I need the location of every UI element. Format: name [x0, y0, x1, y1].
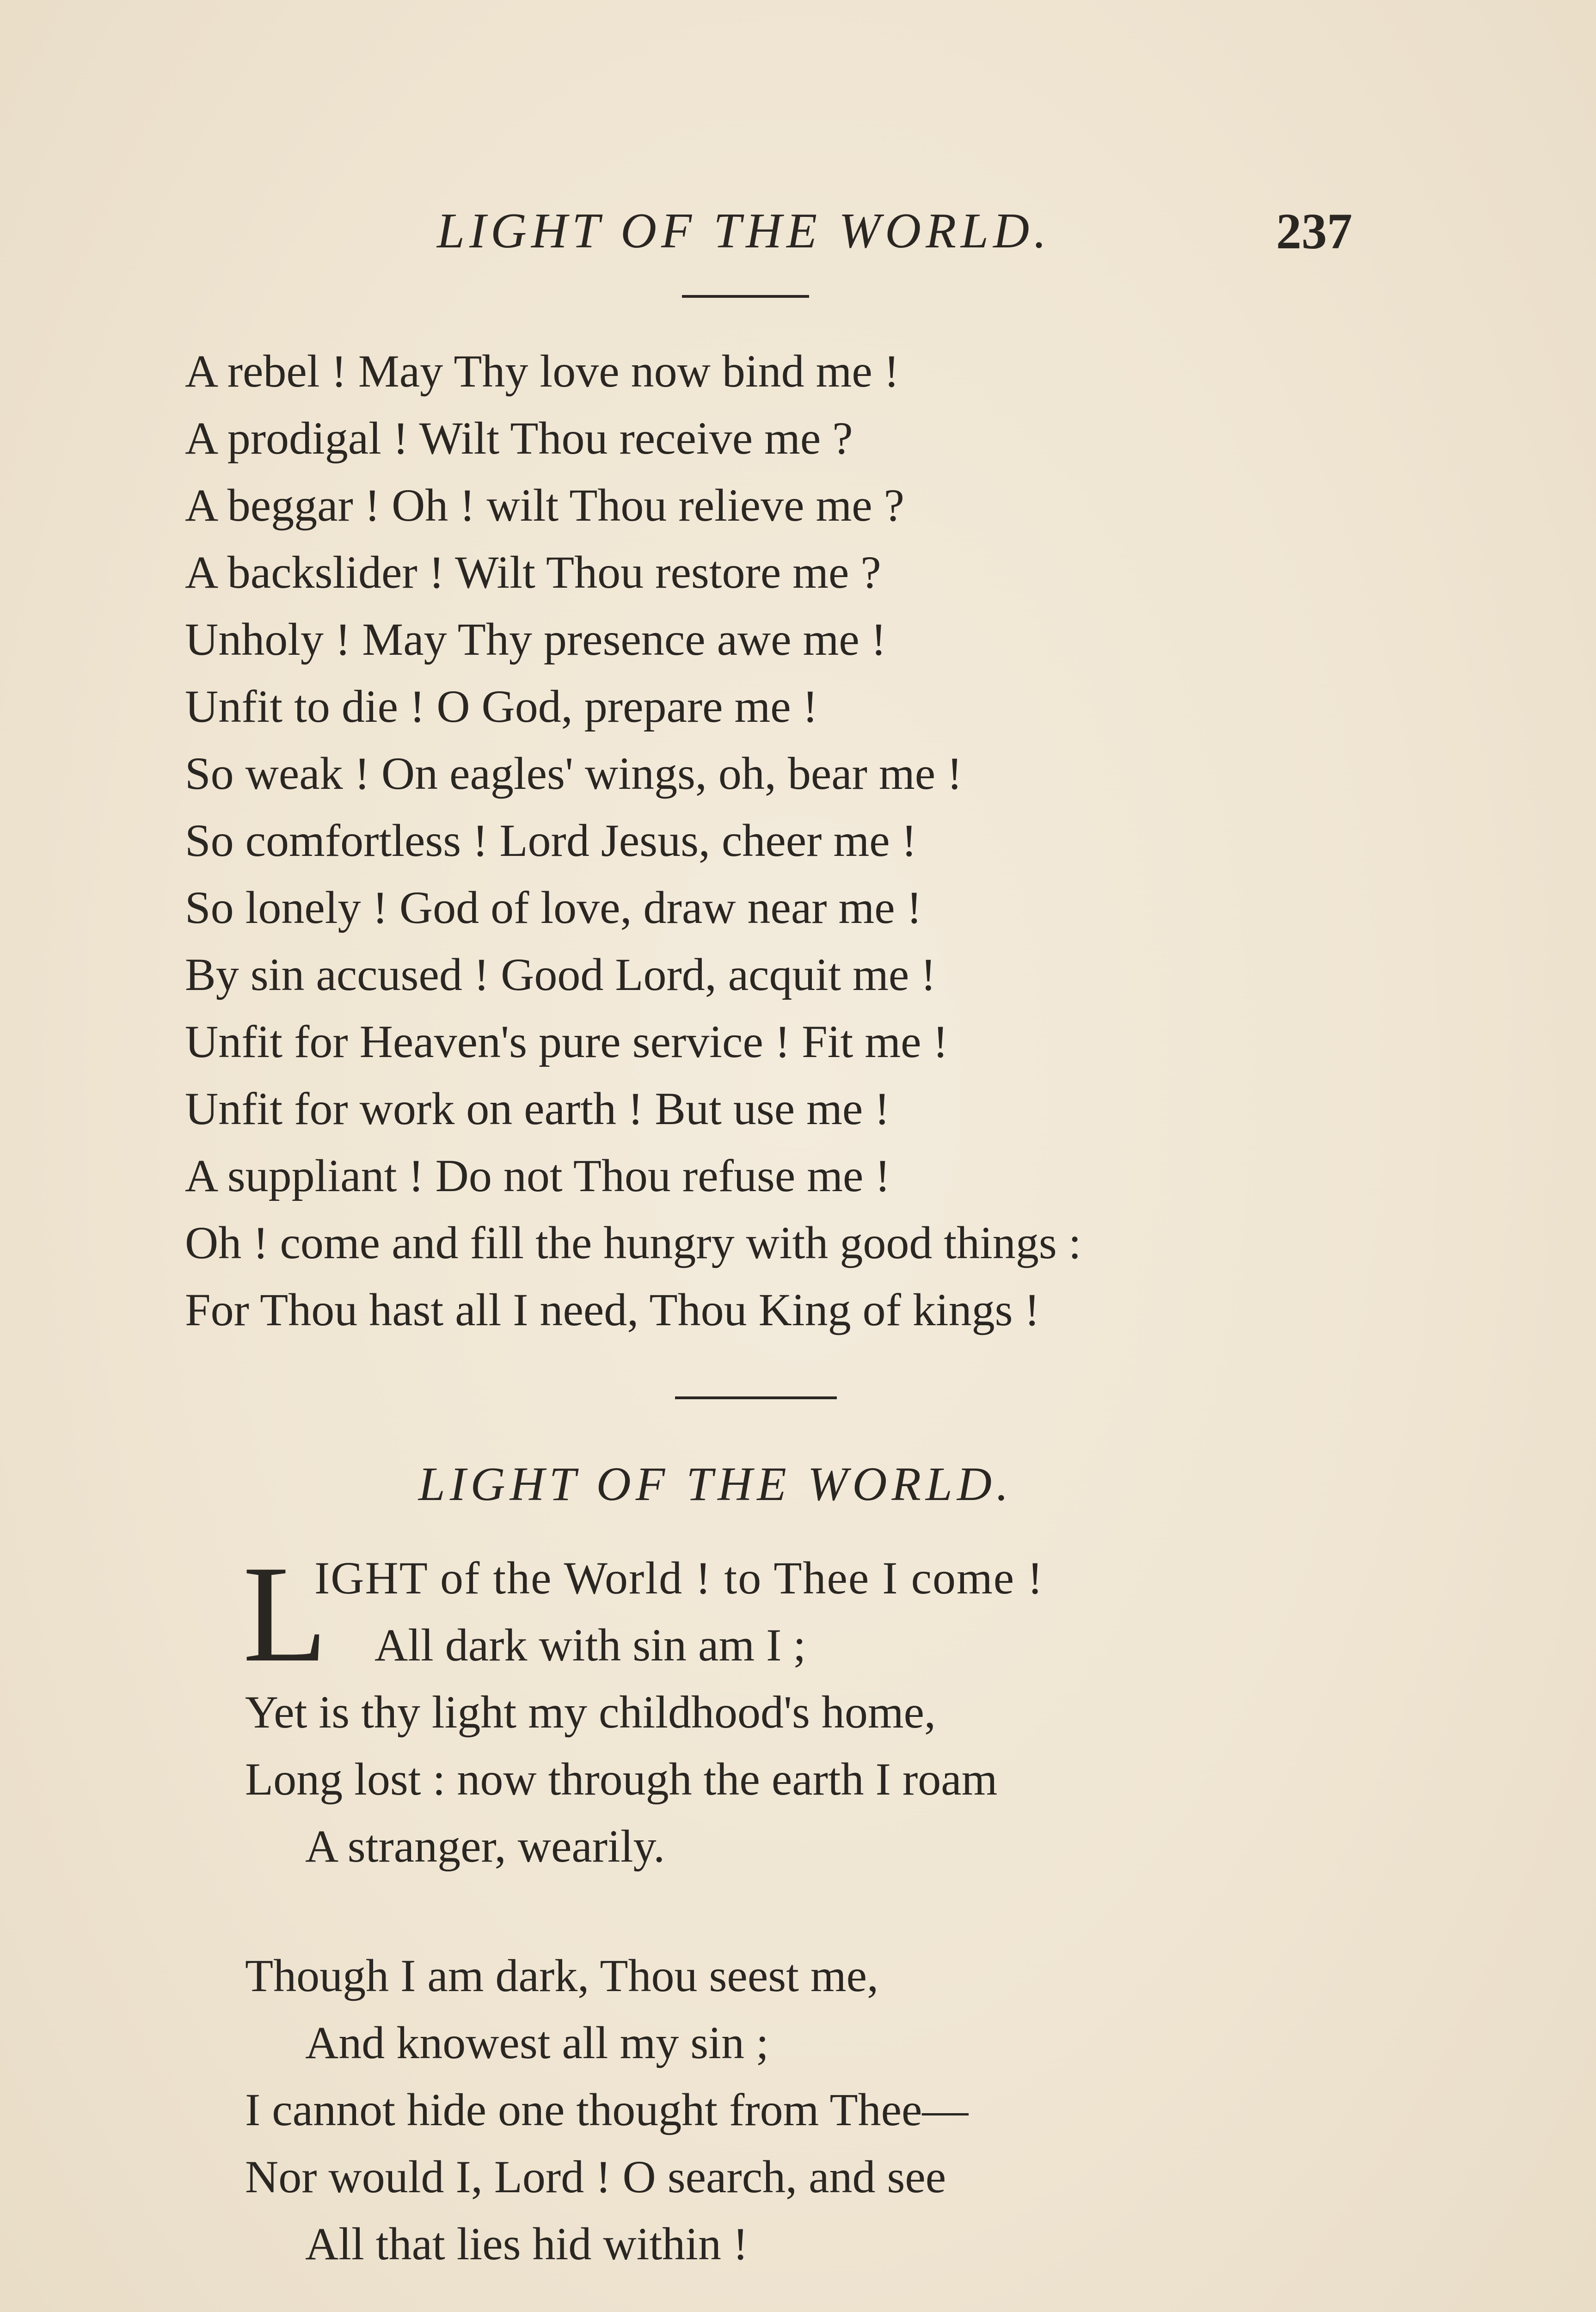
poem-title: LIGHT OF THE WORLD.: [418, 1457, 1013, 1511]
verse-line: And knowest all my sin ;: [305, 2017, 769, 2068]
verse-line: Unfit for Heaven's pure service ! Fit me !: [185, 1016, 948, 1067]
verse-line: Oh ! come and fill the hungry with good things :: [185, 1217, 1081, 1268]
verse-line: A backslider ! Wilt Thou restore me ?: [185, 547, 881, 598]
verse-line: So weak ! On eagles' wings, oh, bear me !: [185, 748, 963, 799]
verse-line: So lonely ! God of love, draw near me !: [185, 882, 922, 933]
verse-line: A prodigal ! Wilt Thou receive me ?: [185, 412, 853, 464]
verse-line: A suppliant ! Do not Thou refuse me !: [185, 1150, 890, 1201]
verse-line: I cannot hide one thought from Thee—: [245, 2084, 969, 2135]
verse-line: By sin accused ! Good Lord, acquit me !: [185, 949, 936, 1000]
verse-line: All that lies hid within !: [305, 2218, 749, 2269]
verse-line: Unholy ! May Thy presence awe me !: [185, 614, 887, 665]
verse-line-first: IGHT of the World ! to Thee I come !: [314, 1552, 1044, 1604]
verse-line: Yet is thy light my childhood's home,: [245, 1686, 936, 1738]
running-title: LIGHT OF THE WORLD.: [437, 203, 1051, 258]
verse-line: A stranger, wearily.: [305, 1820, 665, 1872]
verse-line: A beggar ! Oh ! wilt Thou relieve me ?: [185, 480, 905, 531]
verse-line: A rebel ! May Thy love now bind me !: [185, 345, 900, 397]
verse-line: Nor would I, Lord ! O search, and see: [245, 2151, 946, 2202]
verse-continued: [185, 338, 1081, 1343]
header-rule: [682, 295, 809, 298]
verse-line: Unfit for work on earth ! But use me !: [185, 1083, 890, 1134]
page-number: 237: [1276, 203, 1352, 259]
verse-line: Unfit to die ! O God, prepare me !: [185, 681, 818, 732]
section-rule: [675, 1396, 837, 1399]
verse-line: Long lost : now through the earth I roam: [245, 1753, 998, 1805]
stanza-1: [243, 1537, 1044, 1880]
verse-line: So comfortless ! Lord Jesus, cheer me !: [185, 815, 917, 866]
verse-line: Though I am dark, Thou seest me,: [245, 1950, 879, 2001]
running-head: [0, 199, 1596, 264]
verse-line: For Thou hast all I need, Thou King of kings !: [185, 1284, 1040, 1335]
stanza-2: [245, 1942, 968, 2277]
drop-cap: L: [243, 1537, 328, 1691]
verse-line: All dark with sin am I ;: [374, 1619, 806, 1671]
